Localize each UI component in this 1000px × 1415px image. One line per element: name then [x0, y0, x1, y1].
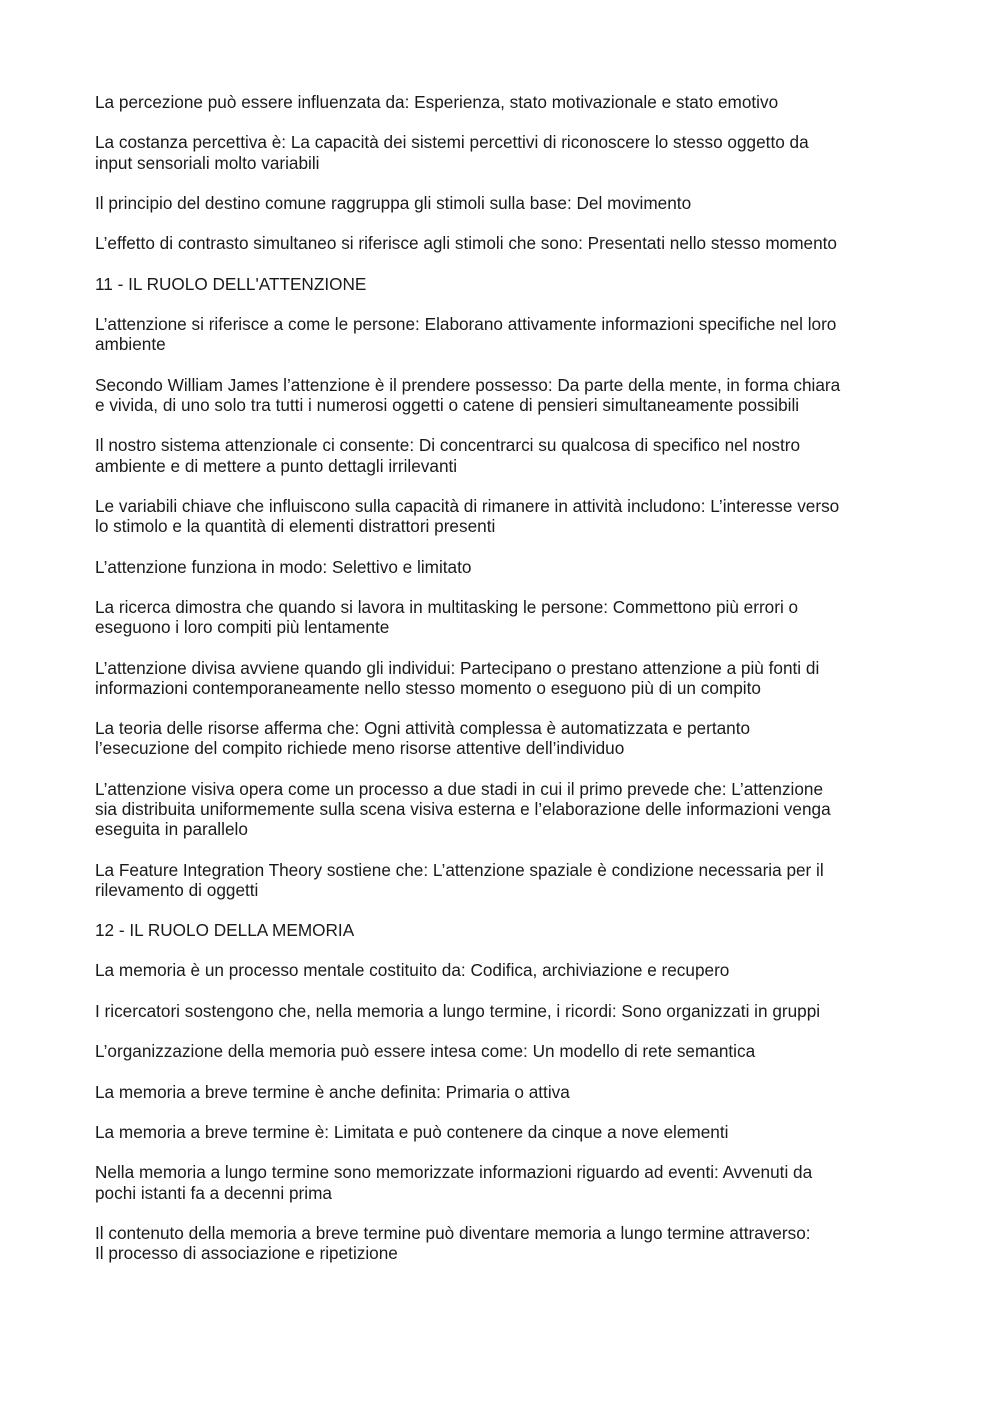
text-paragraph [95, 718, 915, 758]
text-paragraph [95, 132, 915, 172]
text-paragraph [95, 1122, 915, 1142]
text-paragraph [95, 597, 915, 637]
text-paragraph [95, 496, 915, 536]
text-line: rilevamento di oggetti [95, 879, 259, 900]
text-paragraph [95, 314, 915, 354]
text-line: pochi istanti fa a decenni prima [95, 1182, 332, 1203]
text-paragraph [95, 860, 915, 900]
text-line: lo stimolo e la quantità di elementi distrattori presenti [95, 516, 496, 537]
text-line: L’attenzione divisa avviene quando gli individui: Partecipano o prestano attenzione a più fonti di [95, 657, 820, 678]
text-line: ambiente [95, 334, 166, 355]
document-page [95, 92, 915, 1284]
text-paragraph [95, 557, 915, 577]
text-line: eseguono i loro compiti più lentamente [95, 617, 390, 638]
text-line: La ricerca dimostra che quando si lavora in multitasking le persone: Commettono più errori o [95, 596, 799, 617]
text-paragraph [95, 1082, 915, 1102]
text-paragraph [95, 1041, 915, 1061]
text-paragraph [95, 960, 915, 980]
text-line: Il contenuto della memoria a breve termine può diventare memoria a lungo termine attraverso: [95, 1223, 811, 1244]
text-line: Il processo di associazione e ripetizione [95, 1243, 398, 1264]
text-line: La memoria è un processo mentale costituito da: Codifica, archiviazione e recupero [95, 960, 730, 981]
text-line: La costanza percettiva è: La capacità dei sistemi percettivi di riconoscere lo stesso oggetto da [95, 132, 809, 153]
text-line: Nella memoria a lungo termine sono memorizzate informazioni riguardo ad eventi: Avvenuti da [95, 1162, 813, 1183]
text-line: La percezione può essere influenzata da: Esperienza, stato motivazionale e stato emotivo [95, 92, 779, 112]
text-line: La memoria a breve termine è anche definita: Primaria o attiva [95, 1081, 570, 1102]
text-paragraph [95, 92, 915, 112]
text-line: Il nostro sistema attenzionale ci consente: Di concentrarci su qualcosa di specifico nel nostro [95, 435, 801, 456]
text-paragraph [95, 435, 915, 475]
text-line: L’attenzione funziona in modo: Selettivo e limitato [95, 556, 472, 577]
text-line: La teoria delle risorse afferma che: Ogni attività complessa è automatizzata e pertanto [95, 718, 751, 739]
section-heading [95, 920, 915, 940]
text-line: Il principio del destino comune raggruppa gli stimoli sulla base: Del movimento [95, 192, 692, 213]
text-line: 11 - IL RUOLO DELL'ATTENZIONE [95, 273, 367, 294]
text-line: Secondo William James l’attenzione è il prendere possesso: Da parte della mente, in forma chiara [95, 374, 841, 395]
text-paragraph [95, 658, 915, 698]
text-line: La memoria a breve termine è: Limitata e può contenere da cinque a nove elementi [95, 1122, 729, 1143]
text-line: L’effetto di contrasto simultaneo si riferisce agli stimoli che sono: Presentati nello stesso momento [95, 233, 837, 254]
text-line: e vivida, di uno solo tra tutti i numerosi oggetti o catene di pensieri simultaneamente possibili [95, 394, 800, 415]
text-line: Le variabili chiave che influiscono sulla capacità di rimanere in attività includono: L’interesse verso [95, 495, 840, 516]
text-line: input sensoriali molto variabili [95, 152, 320, 173]
text-line: L’attenzione visiva opera come un processo a due stadi in cui il primo prevede che: L’attenzione [95, 778, 824, 799]
text-paragraph [95, 375, 915, 415]
text-paragraph [95, 193, 915, 213]
text-paragraph [95, 1001, 915, 1021]
text-line: 12 - IL RUOLO DELLA MEMORIA [95, 920, 355, 941]
section-heading [95, 274, 915, 294]
text-line: informazioni contemporaneamente nello stesso momento o eseguono più di un compito [95, 677, 761, 698]
text-paragraph [95, 233, 915, 253]
text-line: I ricercatori sostengono che, nella memoria a lungo termine, i ricordi: Sono organizzati in gruppi [95, 1000, 821, 1021]
text-line: La Feature Integration Theory sostiene che: L’attenzione spaziale è condizione necessaria per il [95, 859, 824, 880]
text-line: L’organizzazione della memoria può essere intesa come: Un modello di rete semantica [95, 1041, 756, 1062]
text-paragraph [95, 1162, 915, 1202]
text-paragraph [95, 1223, 915, 1263]
text-line: L’attenzione si riferisce a come le persone: Elaborano attivamente informazioni specifiche nel loro [95, 314, 837, 335]
text-line: sia distribuita uniformemente sulla scena visiva esterna e l’elaborazione delle informazioni venga [95, 798, 831, 819]
text-paragraph [95, 779, 915, 840]
text-line: ambiente e di mettere a punto dettagli irrilevanti [95, 455, 458, 476]
text-line: l’esecuzione del compito richiede meno risorse attentive dell’individuo [95, 738, 625, 759]
text-line: eseguita in parallelo [95, 819, 248, 840]
